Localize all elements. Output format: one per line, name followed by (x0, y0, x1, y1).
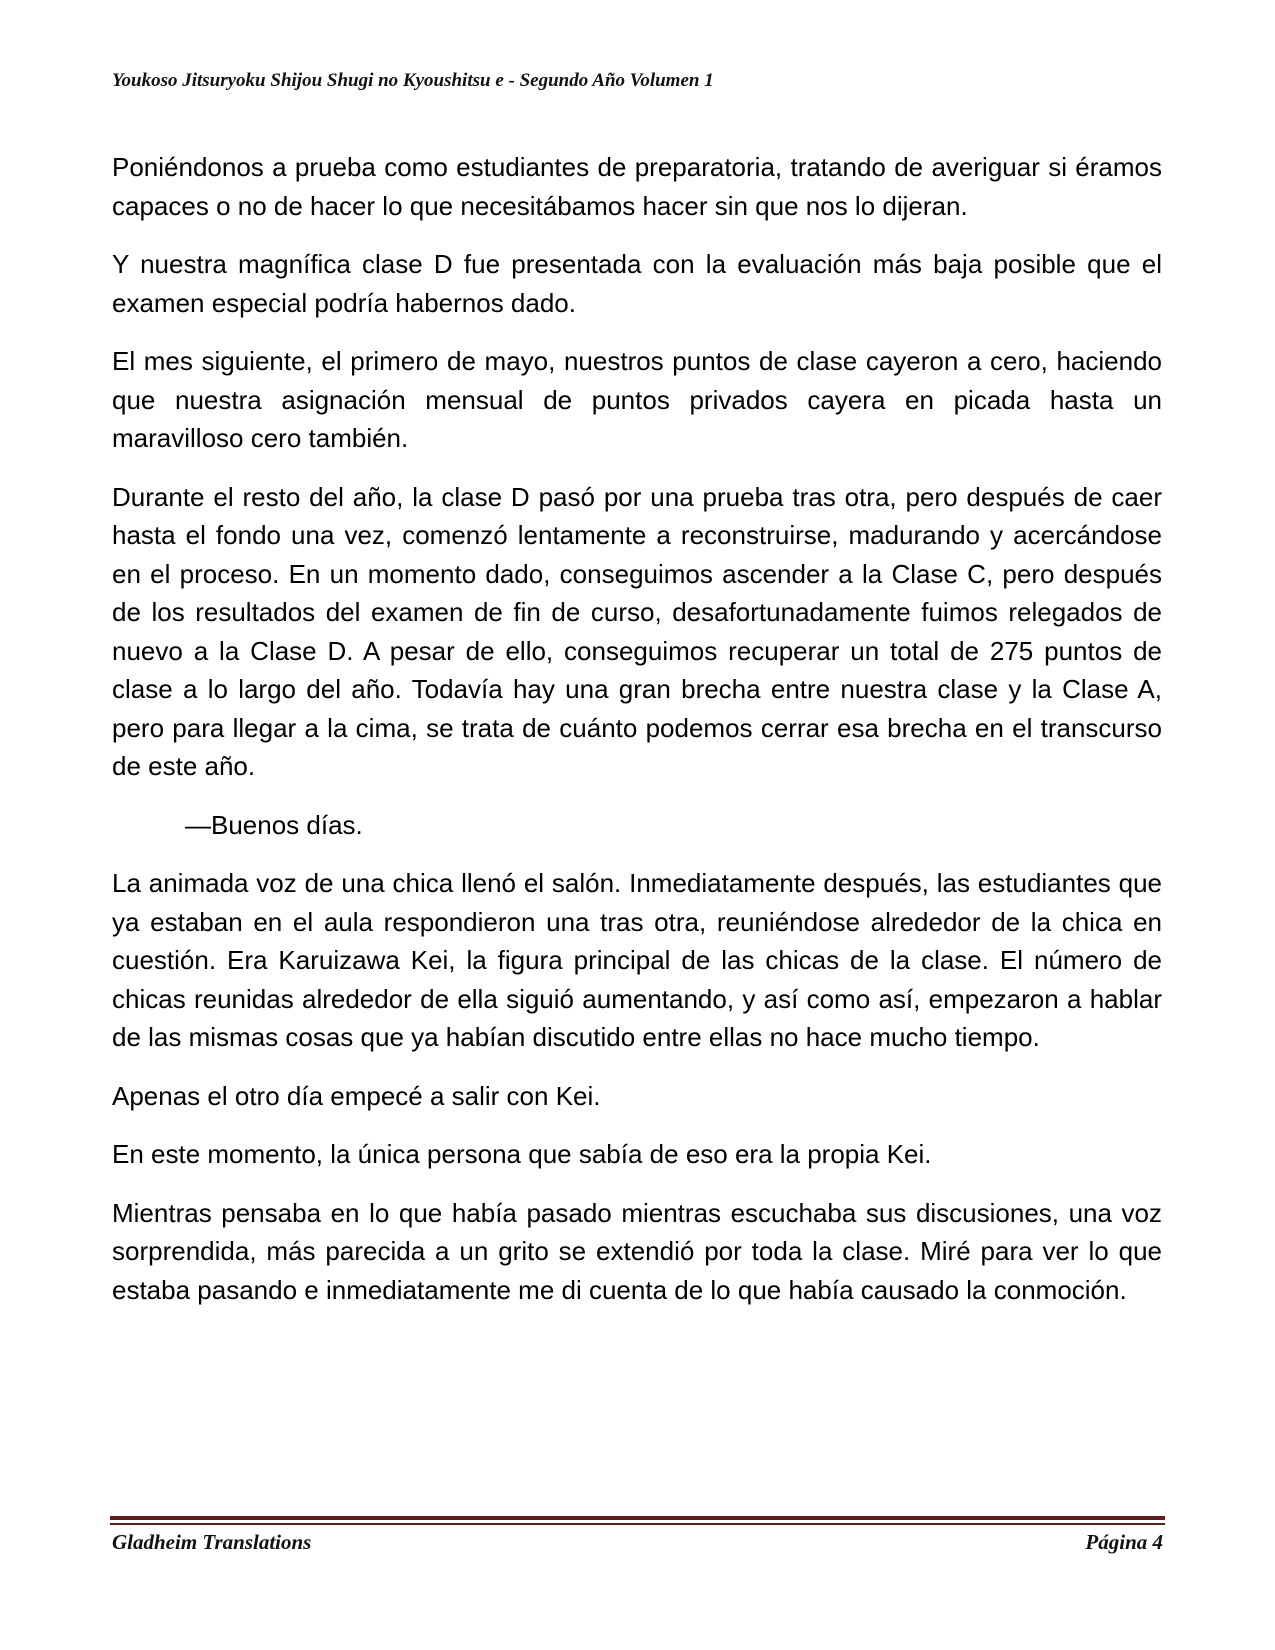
paragraph: Y nuestra magnífica clase D fue presentada con la evaluación más baja posible que el examen especial podría habernos dado. (112, 249, 1162, 318)
paragraph: Durante el resto del año, la clase D pasó por una prueba tras otra, pero después de caer hasta el fondo una vez, comenzó lentamente a reconstruirse, madurando y acercándose en el proceso. En un momento dado, conseguimos ascender a la Clase C, pero después de los resultados del examen de fin de curso, desafortunadamente fuimos relegados de nuevo a la Clase D. A pesar de ello, conseguimos recuperar un total de 275 puntos de clase a lo largo del año. Todavía hay una gran brecha entre nuestra clase y la Clase A, pero para llegar a la cima, se trata de cuánto podemos cerrar esa brecha en el transcurso de este año. (112, 481, 1162, 781)
footer-publisher: Gladheim Translations (112, 1530, 312, 1554)
paragraph: Poniéndonos a prueba como estudiantes de preparatoria, tratando de averiguar si éramos capaces o no de hacer lo que necesitábamos hacer sin que nos lo dijeran. (112, 152, 1162, 221)
footer-divider-thick (110, 1516, 1165, 1520)
dialogue-line: —Buenos días. (185, 809, 363, 840)
document-body (112, 148, 1162, 1329)
page-header-title: Youkoso Jitsuryoku Shijou Shugi no Kyoushitsu e - Segundo Año Volumen 1 (112, 70, 714, 91)
paragraph: Apenas el otro día empecé a salir con Kei. (112, 1080, 601, 1111)
paragraph: La animada voz de una chica llenó el salón. Inmediatamente después, las estudiantes que ya estaban en el aula respondieron una tras otra, reuniéndose alrededor de la chica en cuestión. Era Karuizawa Kei, la figura principal de las chicas de la clase. El número de chicas reunidas alrededor de ella siguió aumentando, y así como así, empezaron a hablar de las mismas cosas que ya habían discutido entre ellas no hace mucho tiempo. (112, 868, 1162, 1052)
paragraph: El mes siguiente, el primero de mayo, nuestros puntos de clase cayeron a cero, haciendo que nuestra asignación mensual de puntos privados cayera en picada hasta un maravilloso cero también. (112, 346, 1162, 453)
paragraph: Mientras pensaba en lo que había pasado mientras escuchaba sus discusiones, una voz sorprendida, más parecida a un grito se extendió por toda la clase. Miré para ver lo que estaba pasando e inmediatamente me di cuenta de lo que había causado la conmoción. (112, 1197, 1162, 1305)
footer-page-number: Página 4 (1085, 1530, 1163, 1554)
footer-divider-thin (110, 1523, 1165, 1525)
paragraph: En este momento, la única persona que sabía de eso era la propia Kei. (112, 1139, 932, 1169)
